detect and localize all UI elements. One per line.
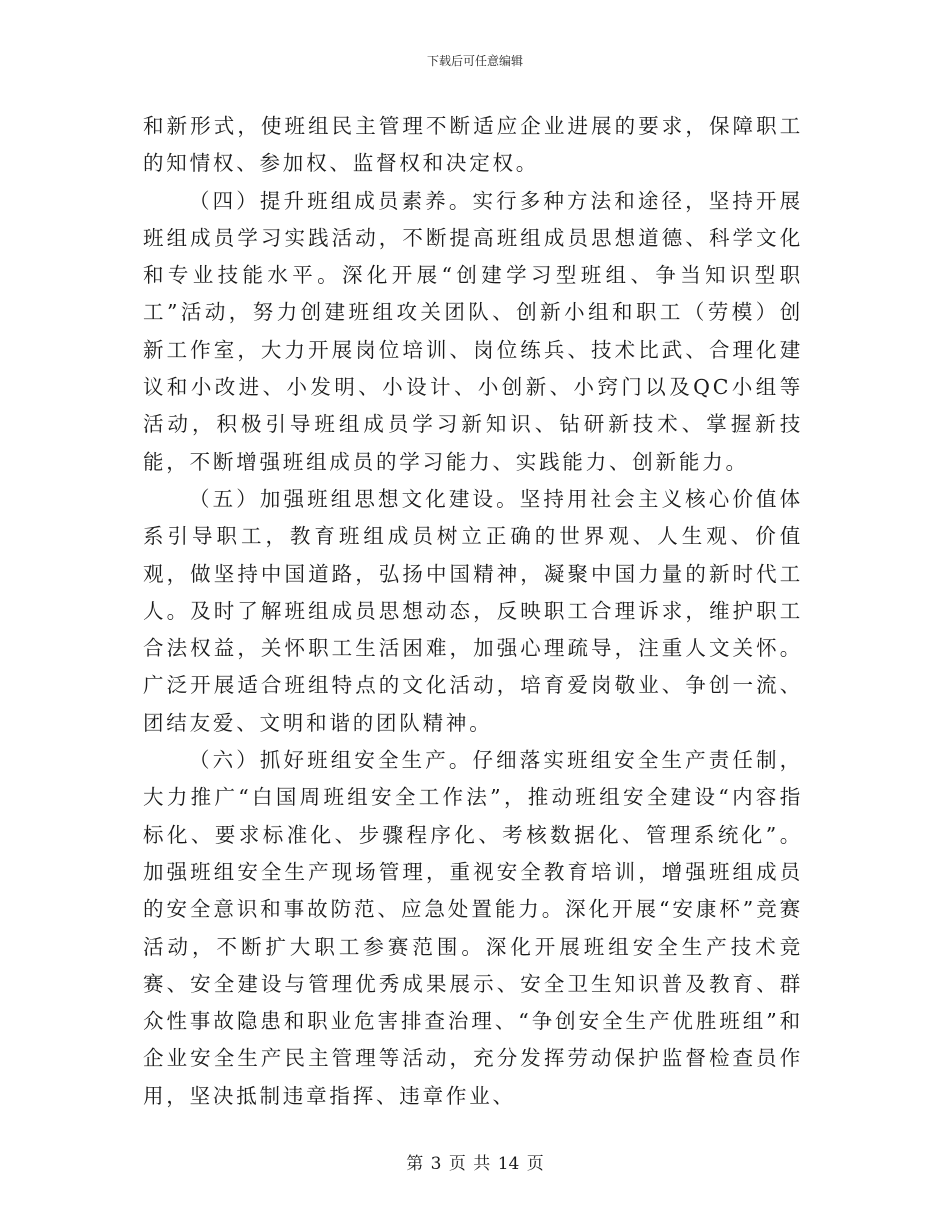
paragraph-continuation: 和新形式，使班组民主管理不断适应企业进展的要求，保障职工的知情权、参加权、监督权和决定权。 — [143, 114, 803, 176]
document-body — [143, 108, 803, 1115]
paragraph-section-6: （六）抓好班组安全生产。仔细落实班组安全生产责任制，大力推广“白国周班组安全工作法”，推动班组安全建设“内容指标化、要求标准化、步骤程序化、考核数据化、管理系统化”。加强班组安全生产现场管理，重视安全教育培训，增强班组成员的安全意识和事故防范、应急处置能力。深化开展“安康杯”竞赛活动，不断扩大职工参赛范围。深化开展班组安全生产技术竞赛、安全建设与管理优秀成果展示、安全卫生知识普及教育、群众性事故隐患和职业危害排查治理、“争创安全生产优胜班组”和企业安全生产民主管理等活动，充分发挥劳动保护监督检查员作用，坚决抵制违章指挥、违章作业、 — [143, 748, 803, 1108]
paragraph-section-5: （五）加强班组思想文化建设。坚持用社会主义核心价值体系引导职工，教育班组成员树立正确的世界观、人生观、价值观，做坚持中国道路，弘扬中国精神，凝聚中国力量的新时代工人。及时了解班组成员思想动态，反映职工合理诉求，维护职工合法权益，关怀职工生活困难，加强心理疏导，注重人文关怀。广泛开展适合班组特点的文化活动，培育爱岗敬业、争创一流、团结友爱、文明和谐的团队精神。 — [143, 486, 803, 735]
page-number-footer: 第 3 页 共 14 页 — [406, 1154, 544, 1174]
paragraph-section-4: （四）提升班组成员素养。实行多种方法和途径，坚持开展班组成员学习实践活动，不断提高班组成员思想道德、科学文化和专业技能水平。深化开展“创建学习型班组、争当知识型职工”活动，努力创建班组攻关团队、创新小组和职工（劳模）创新工作室，大力开展岗位培训、岗位练兵、技术比武、合理化建议和小改进、小发明、小设计、小创新、小窍门以及QC小组等活动，积极引导班组成员学习新知识、钻研新技术、掌握新技能，不断增强班组成员的学习能力、实践能力、创新能力。 — [143, 188, 803, 474]
page-header: 下载后可任意编辑 — [426, 54, 523, 68]
